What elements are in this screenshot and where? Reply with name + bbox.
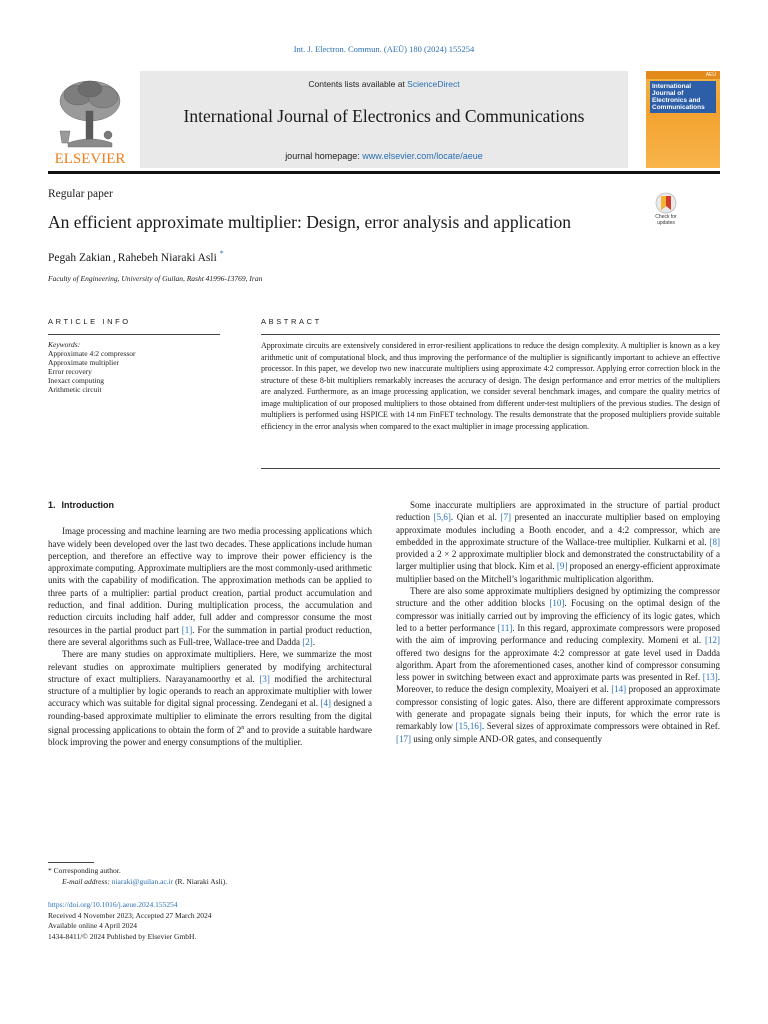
- homepage-line: [140, 151, 628, 161]
- corresponding-label: Corresponding author.: [53, 866, 121, 875]
- elsevier-logo[interactable]: [48, 71, 132, 168]
- email-link[interactable]: niaraki@guilan.ac.ir: [111, 876, 174, 886]
- journal-citation[interactable]: Int. J. Electron. Commun. (AEÜ) 180 (2024) 155254: [293, 44, 475, 54]
- footnote: [48, 866, 368, 887]
- email-label: E-mail address:: [62, 876, 110, 886]
- author-separator: ,: [112, 251, 116, 264]
- journal-cover-thumbnail[interactable]: [646, 71, 720, 168]
- bookmark-icon: [646, 192, 686, 214]
- footnote-mark: *: [48, 866, 52, 875]
- citation-link[interactable]: [3]: [259, 673, 270, 684]
- journal-homepage-link[interactable]: www.elsevier.com/locate/aeue: [362, 151, 483, 161]
- author-name[interactable]: Pegah Zakian: [48, 251, 111, 264]
- citation-link[interactable]: [2]: [302, 636, 313, 647]
- doi-link[interactable]: https://doi.org/10.1016/j.aeue.2024.155254: [48, 900, 178, 909]
- citation-link[interactable]: [13]: [702, 672, 718, 683]
- corresponding-author-mark[interactable]: *: [219, 249, 224, 258]
- citation-link[interactable]: [14]: [611, 684, 627, 695]
- received-dates: Received 4 November 2023; Accepted 27 March 2024: [48, 910, 212, 920]
- journal-title: International Journal of Electronics and Communications: [183, 106, 585, 126]
- publication-info: [48, 900, 368, 942]
- keywords-label: Keywords:: [48, 340, 81, 349]
- online-date: Available online 4 April 2024: [48, 921, 138, 930]
- keyword-item: Error recovery: [48, 367, 92, 376]
- keyword-item: Approximate multiplier: [48, 358, 120, 367]
- citation-link[interactable]: [4]: [320, 698, 331, 709]
- journal-masthead: [48, 71, 720, 168]
- keyword-item: Inexact computing: [48, 376, 105, 385]
- citation-link[interactable]: [5,6]: [433, 512, 451, 523]
- affiliation: Faculty of Engineering, University of Guilan, Rasht 41996-13769, Iran: [48, 274, 263, 283]
- section-number: 1.: [48, 500, 56, 510]
- contents-prefix: Contents lists available at: [308, 79, 408, 89]
- keywords-block: [48, 340, 220, 394]
- citation-link[interactable]: [8]: [709, 536, 720, 547]
- section-title: Introduction: [61, 500, 115, 510]
- author-name[interactable]: Rahebeh Niaraki Asli: [117, 251, 217, 264]
- header-divider: [48, 171, 720, 174]
- sciencedirect-link[interactable]: ScienceDirect: [407, 79, 460, 89]
- citation-link[interactable]: [10]: [549, 598, 565, 609]
- article-title: An efficient approximate multiplier: Design, error analysis and application: [48, 212, 572, 232]
- check-for-updates-badge[interactable]: [646, 192, 686, 230]
- body-paragraph: Some inaccurate multipliers are approximated in the structure of partial product reduction [5,6]. Qian et al. [7] presented an inaccurate multiplier based on employing approximate modules including a Booth encoder, and a 4:2 compressor, which are embedded in the approximate structure of the Wallace-tree multiplier. Kulkarni et al. [8] provided a 2 × 2 approximate multiplier block and demonstrated the constructability of a larger multiplier using that block. Kim et al. [9] proposed an energy-efficient approximate multiplier based on the Mitchell’s logarithmic multiplication algorithm.: [396, 500, 720, 584]
- cover-label: AEÜ: [705, 72, 716, 78]
- check-updates-label: Check for updates: [655, 214, 677, 226]
- citation-link[interactable]: [7]: [500, 512, 511, 523]
- body-paragraph: There are many studies on approximate multipliers. Here, we summarize the most relevant studies on approximate multipliers generated by modifying architectural structure of exact multipliers. Narayanamoorthy et al. [3] modified the architectural structure of a multiplier by logic operands to reach an approximate multiplier with lower accuracy which was suitable for digital signal processing. Zendegani et al. [4] designed a rounding-based approximate multiplier to eliminate the errors resulting from the digital signal processing applications to obtain the form of 2$^n$ and to provide a suitable hardware block improving the power and energy consumptions of the multiplier.: [48, 649, 373, 748]
- citation-link[interactable]: [15,16]: [455, 721, 482, 732]
- keyword-item: Arithmetic circuit: [48, 385, 102, 394]
- email-line: [48, 877, 368, 888]
- section-heading: [48, 499, 372, 511]
- authors-line: [48, 249, 224, 264]
- citation-link[interactable]: [11]: [497, 622, 513, 633]
- copyright-line: 1434-8411/© 2024 Published by Elsevier GmbH.: [48, 931, 197, 941]
- article-info-heading: ARTICLE INFO: [48, 317, 131, 326]
- footnote-divider: [48, 862, 94, 863]
- journal-header-band: [140, 71, 628, 168]
- article-type: Regular paper: [48, 188, 113, 200]
- citation-link[interactable]: [17]: [396, 733, 411, 744]
- cover-title: International Journal of Electronics and Communications: [650, 81, 716, 113]
- citation-link[interactable]: [9]: [556, 561, 568, 572]
- citation-link[interactable]: [12]: [705, 635, 720, 646]
- corresponding-author-note: [48, 866, 368, 877]
- body-column-right: [396, 499, 720, 745]
- abstract-heading: ABSTRACT: [261, 317, 322, 326]
- abstract-text: Approximate circuits are extensively considered in error-resilient applications to reduce the design complexity. A multiplier is known as a key arithmetic unit of computational block, and thus improving the performance of the multiplier is significantly important to achieve an effective processor. In this paper, we develop two new inaccurate multipliers using approximate 4:2 compressor. Applying error correction block in the structure of these 8-bit multipliers remarkably increases the accuracy of design. The design performance and error metrics of the multipliers are analyzed. Furthermore, as an image processing application, we consider several benchmark images, and compare the quality metrics of image multiplication of our proposed multipliers to those obtained from different under-test multipliers of the previous studies. The design of multipliers is performed using HSPICE with 14 nm FinFET technology. The results demonstrate that the proposed multipliers provide suitable efficiency in the error analysis when compared to the exact multiplier in image processing application.: [261, 341, 720, 431]
- citation-link[interactable]: [1]: [181, 624, 193, 635]
- body-paragraph: Image processing and machine learning are two media processing applications which have widely been developed over the last two decades. These applications include human perception, and therefore an effective way to improve their power efficiency is the approximate computing. Approximate multipliers are the most commonly-used arithmetic units with the capability of modification. The approximation methods can be applied to three parts of a multiplier: partial product creation, partial product accumulation and reduction, and final addition. During multiplication process, the accumulation and reduction circuits including half adder, full adder and compressor consume the most resources in the partial product part [1]. For the summation in partial product reduction, there are several algorithms such as Full-tree, Wallace-tree and Dadda [2].: [48, 526, 372, 647]
- contents-line: [140, 79, 628, 89]
- abstract-divider-bottom: [261, 468, 720, 469]
- body-column-left: [48, 499, 372, 749]
- cover-top-strip: [646, 71, 720, 79]
- email-owner: (R. Niaraki Asli).: [175, 876, 228, 886]
- homepage-prefix: journal homepage:: [285, 151, 363, 161]
- abstract-divider-top: [261, 334, 720, 335]
- elsevier-wordmark: ELSEVIER: [54, 151, 126, 167]
- article-info-divider: [48, 334, 220, 335]
- superscript: n: [241, 725, 245, 732]
- body-paragraph: There are also some approximate multipliers designed by optimizing the compressor structure and the other addition blocks [10]. Focusing on the optimal design of the compressor was initially carried out by improving the efficiency of its logic gates, which led to a better performance [11]. In this regard, approximate compressors were proposed with the aim of improving performance and reducing complexity. Momeni et al. [12] offered two designs for the approximate 4:2 compressor at gate level used in Dadda algorithm. Apart from the aforementioned cases, another kind of compressor consuming less power in switching between exact and approximate parts was presented in Ref. [13]. Moreover, to reduce the design complexity, Moaiyeri et al. [14] proposed an approximate compressor consisting of logic gates. Also, there are different approximate compressors with generate and propagate signals being their inputs, for which the error rate is remarkably low [15,16]. Several sizes of approximate compressors were obtained in Ref. [17] using only simple AND-OR gates, and consequently: [396, 586, 721, 744]
- keyword-item: Approximate 4:2 compressor: [48, 349, 136, 358]
